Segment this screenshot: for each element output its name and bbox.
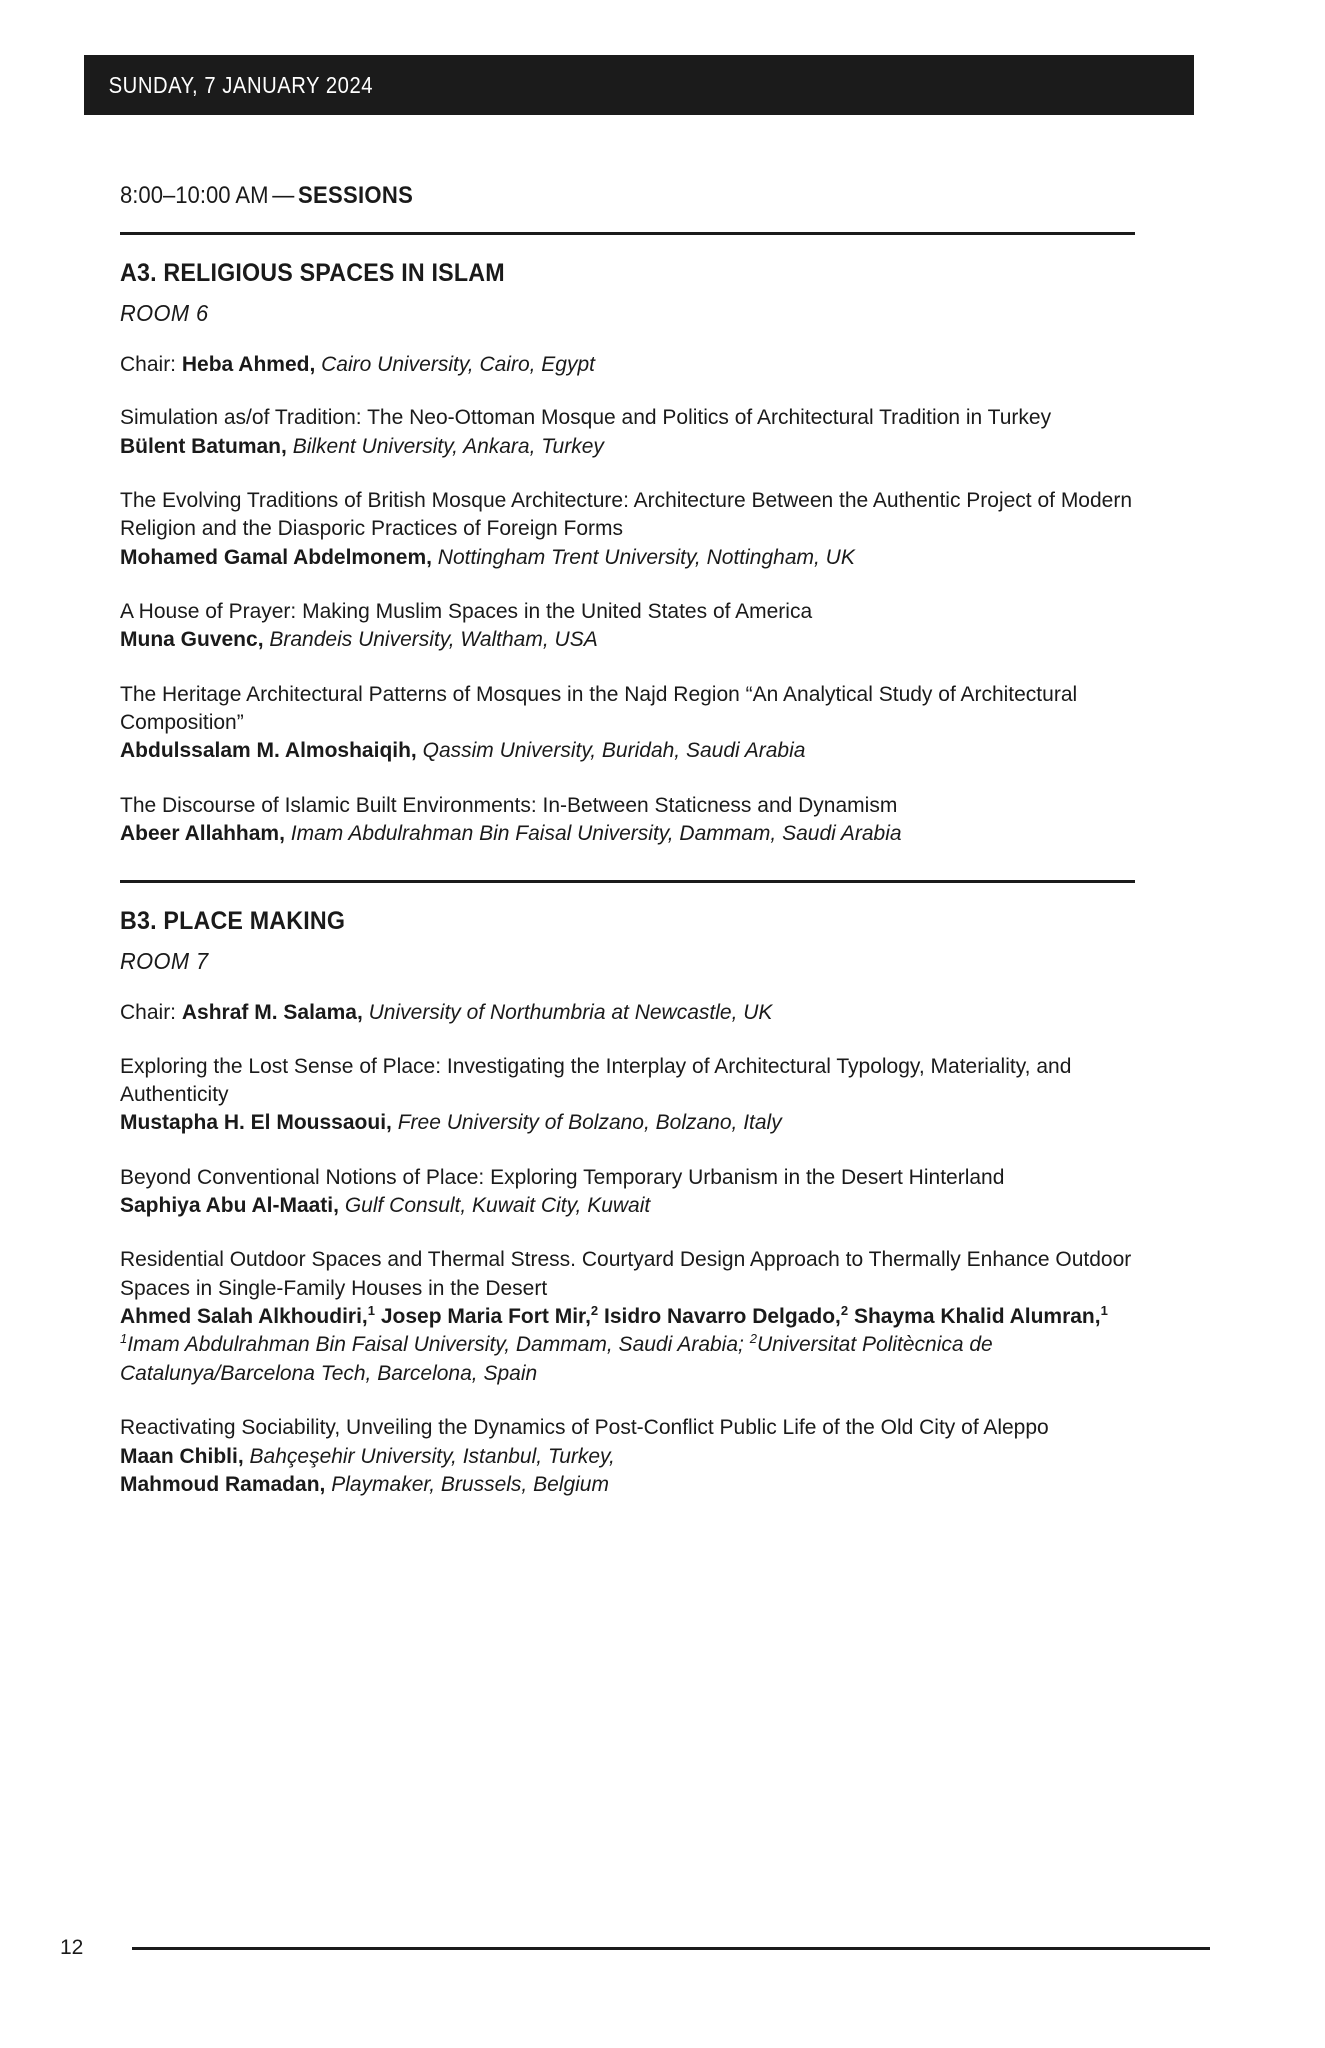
session-room-a3: ROOM 6: [120, 300, 209, 326]
chair-prefix: Chair:: [120, 353, 177, 376]
author-affiliation: Gulf Consult, Kuwait City, Kuwait: [344, 1194, 651, 1218]
paper-entry: [120, 487, 1135, 572]
author-name: Mohamed Gamal Abdelmonem,: [120, 545, 432, 569]
paper-authors-marked: [120, 1303, 1135, 1388]
author-affil-marker: 1: [367, 1303, 376, 1319]
author-affiliation: Qassim University, Buridah, Saudi Arabia: [422, 739, 806, 763]
paper-authors: [120, 737, 1135, 765]
chair-name: Ashraf M. Salama,: [181, 1001, 363, 1025]
paper-title: Beyond Conventional Notions of Place: Exploring Temporary Urbanism in the Desert Hinterland: [120, 1165, 1005, 1189]
author-name: Abeer Allahham,: [120, 822, 285, 846]
session-room-b3: ROOM 7: [120, 948, 209, 975]
session-title-a3: A3. RELIGIOUS SPACES IN ISLAM: [120, 259, 505, 287]
author-name: Maan Chibli,: [120, 1444, 244, 1468]
page-number: 12: [60, 1936, 84, 1959]
author-affil-marker: 2: [840, 1303, 849, 1319]
author-affil-marker: 1: [1100, 1303, 1108, 1319]
author-affiliation: Nottingham Trent University, Nottingham, UK: [437, 545, 855, 569]
affiliation-marker: 1: [120, 1331, 128, 1347]
paper-entry: [120, 404, 1135, 461]
paper-authors: [120, 626, 1135, 654]
paper-entry: [120, 681, 1135, 766]
author-affiliation: Playmaker, Brussels, Belgium: [331, 1472, 609, 1496]
author-affil-marker: 2: [590, 1303, 599, 1319]
author-name: Muna Guvenc,: [120, 628, 264, 652]
paper-entry: [120, 598, 1135, 655]
chair-affiliation: Cairo University, Cairo, Egypt: [321, 353, 596, 376]
author-affiliation: Free University of Bolzano, Bolzano, Italy: [397, 1111, 782, 1135]
paper-title: A House of Prayer: Making Muslim Spaces in the United States of America: [120, 600, 813, 624]
paper-authors: [120, 1192, 1135, 1220]
date-header-bar: [84, 55, 1194, 115]
paper-entry: [120, 1053, 1135, 1138]
paper-title: Reactivating Sociability, Unveiling the Dynamics of Post-Conflict Public Life of the Old City of Aleppo: [120, 1416, 1049, 1440]
paper-authors: [120, 820, 1135, 848]
time-slot-label: SESSIONS: [297, 182, 414, 209]
page-footer: [60, 1936, 1210, 1960]
section-divider-b3: [120, 880, 1135, 883]
paper-title: Residential Outdoor Spaces and Thermal Stress. Courtyard Design Approach to Thermally Enhance Outdoor Spaces in Single-Family Houses in the Desert: [120, 1248, 1132, 1300]
affiliation-list: $^1$Imam Abdulrahman Bin Faisal University, Dammam, Saudi Arabia; $^2$Universitat Politècnica de Catalunya/Barcelona Tech, Barcelona, Spain: [120, 1331, 993, 1385]
session-chair-b3: [120, 999, 1135, 1026]
section-divider-a3: [120, 232, 1135, 235]
time-slot-line: [120, 182, 413, 210]
paper-authors: [120, 544, 1135, 572]
time-slot-dash: —: [272, 182, 295, 209]
date-header-label: SUNDAY, 7 JANUARY 2024: [108, 71, 374, 98]
paper-entry: [120, 792, 1135, 849]
affiliation-marker: 2: [749, 1331, 757, 1347]
author-affiliation: Imam Abdulrahman Bin Faisal University, Dammam, Saudi Arabia: [290, 822, 902, 846]
paper-title: Exploring the Lost Sense of Place: Investigating the Interplay of Architectural Typology, Materiality, and Authenticity: [120, 1054, 1072, 1107]
session-title-b3: B3. PLACE MAKING: [120, 907, 346, 936]
author-name: Abdulssalam M. Almoshaiqih,: [120, 739, 417, 763]
session-chair-a3: [120, 351, 1135, 378]
paper-authors-second: [120, 1471, 1135, 1499]
chair-affiliation: University of Northumbria at Newcastle, UK: [368, 1001, 773, 1025]
author-name: Mustapha H. El Moussaoui,: [120, 1111, 392, 1135]
author-name: Bülent Batuman,: [120, 434, 287, 458]
author-affiliation: Bilkent University, Ankara, Turkey: [292, 434, 604, 458]
author-affiliation: Brandeis University, Waltham, USA: [269, 628, 598, 652]
time-slot-time: 8:00–10:00 AM: [120, 182, 269, 209]
paper-authors: [120, 1109, 1135, 1137]
paper-title: The Evolving Traditions of British Mosque Architecture: Architecture Between the Authentic Project of Modern Religion and the Diasporic Practices of Foreign Forms: [120, 488, 1133, 541]
author-name: Mahmoud Ramadan,: [120, 1472, 326, 1496]
paper-title: Simulation as/of Tradition: The Neo-Ottoman Mosque and Politics of Architectural Tradition in Turkey: [120, 406, 1052, 430]
author-affiliation: Bahçeşehir University, Istanbul, Turkey,: [249, 1444, 615, 1468]
author-name: Saphiya Abu Al-Maati,: [120, 1194, 339, 1218]
paper-entry: [120, 1414, 1135, 1499]
session-block-a3: [120, 259, 1135, 848]
footer-divider: [132, 1947, 1210, 1950]
paper-entry: [120, 1164, 1135, 1221]
paper-title: The Heritage Architectural Patterns of Mosques in the Najd Region “An Analytical Study of Architectural Composition”: [120, 682, 1078, 735]
paper-title: The Discourse of Islamic Built Environments: In-Between Staticness and Dynamism: [120, 793, 898, 817]
paper-authors: [120, 1443, 1135, 1471]
paper-entry: [120, 1246, 1135, 1388]
author-name: Ahmed Salah Alkhoudiri,$^1$ Josep Maria Fort Mir,$^2$ Isidro Navarro Delgado,$^2$ Shayma Khalid Alumran,$^1$: [120, 1303, 1108, 1329]
chair-name: Heba Ahmed,: [181, 353, 316, 376]
sessions-content: [120, 232, 1135, 1499]
paper-authors: [120, 433, 1135, 461]
session-block-b3: [120, 907, 1135, 1499]
chair-prefix: Chair:: [120, 1001, 177, 1025]
